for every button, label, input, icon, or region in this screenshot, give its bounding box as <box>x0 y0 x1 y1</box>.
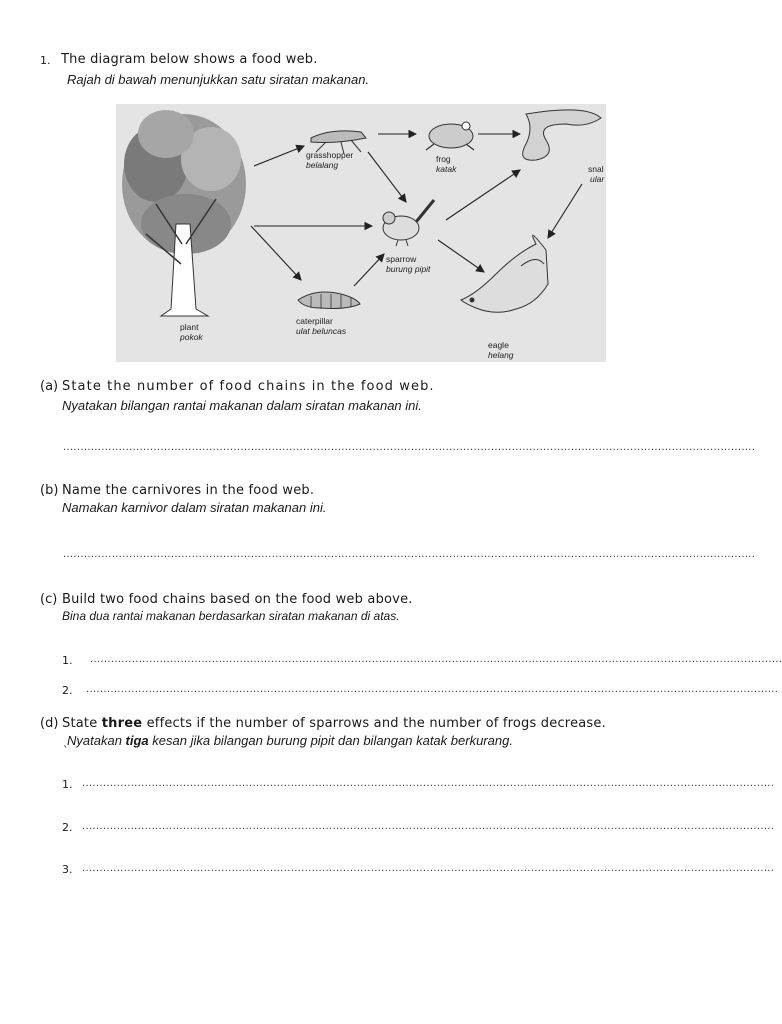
part-d-answer-1-line[interactable]: ....................................................................................................................................................................................................... <box>82 778 775 789</box>
frog-label: frog <box>436 154 451 164</box>
part-b-label: (b) <box>40 483 59 498</box>
part-c-label: (c) <box>40 592 58 607</box>
part-b-answer-line[interactable]: ....................................................................................................................................................................................................... <box>63 549 756 560</box>
eagle-label-ms: helang <box>488 350 514 360</box>
part-d-ms-post: kesan jika bilangan burung pipit dan bilangan katak berkurang. <box>148 733 513 748</box>
sparrow-illustration <box>383 200 434 246</box>
part-b-question-ms: Namakan karnivor dalam siratan makanan ini. <box>62 500 327 515</box>
sparrow-label-ms: burung pipit <box>386 264 431 274</box>
stray-mark: ` <box>63 744 69 757</box>
caterpillar-illustration <box>298 292 360 309</box>
part-a-question-en: State the number of food chains in the food web. <box>62 379 435 394</box>
part-d-label: (d) <box>40 716 59 731</box>
question-intro-ms: Rajah di bawah menunjukkan satu siratan makanan. <box>67 72 370 87</box>
part-d-en-bold: three <box>101 716 143 731</box>
part-d-answer-2-line[interactable]: ....................................................................................................................................................................................................... <box>82 821 775 832</box>
part-c-answer-2-number: 2. <box>62 684 73 697</box>
snake-label-ms: ular <box>590 174 605 184</box>
part-c-answer-1-number: 1. <box>62 654 73 667</box>
part-d-answer-3-number: 3. <box>62 863 73 876</box>
frog-illustration <box>426 122 474 150</box>
caterpillar-label-ms: ulat beluncas <box>296 326 347 336</box>
frog-label-ms: katak <box>436 164 457 174</box>
part-d-en-pre: State <box>62 716 102 731</box>
part-d-answer-1-number: 1. <box>62 778 73 791</box>
part-c-answer-2-line[interactable]: ....................................................................................................................................................................................................... <box>86 684 779 695</box>
part-b-question-en: Name the carnivores in the food web. <box>62 483 315 498</box>
part-d-en-post: effects if the number of sparrows and the number of frogs decrease. <box>142 716 606 731</box>
part-a-question-ms: Nyatakan bilangan rantai makanan dalam siratan makanan ini. <box>62 398 422 413</box>
part-a-label: (a) <box>40 379 59 394</box>
part-c-question-ms: Bina dua rantai makanan berdasarkan siratan makanan di atas. <box>62 609 400 623</box>
grasshopper-label: grasshopper <box>306 150 354 160</box>
plant-label: plant <box>180 322 199 332</box>
snake-label: snal <box>588 164 604 174</box>
eagle-illustration <box>461 235 548 312</box>
part-d-question-ms <box>67 733 513 748</box>
question-number: 1. <box>40 54 51 67</box>
part-c-answer-1-line[interactable]: ....................................................................................................................................................................................................... <box>90 654 782 665</box>
grasshopper-label-ms: belalang <box>306 160 339 170</box>
food-web-diagram <box>116 104 606 362</box>
question-intro-en: The diagram below shows a food web. <box>61 52 318 67</box>
sparrow-label: sparrow <box>386 254 417 264</box>
part-c-question-en: Build two food chains based on the food web above. <box>62 592 413 607</box>
part-d-ms-bold: tiga <box>125 733 149 748</box>
plant-illustration <box>122 110 246 316</box>
part-d-question-en <box>62 716 606 731</box>
plant-label-ms: pokok <box>180 332 203 342</box>
part-d-ms-pre: Nyatakan <box>67 733 126 748</box>
caterpillar-label: caterpillar <box>296 316 333 326</box>
snake-illustration <box>523 110 601 160</box>
eagle-label: eagle <box>488 340 509 350</box>
part-d-answer-3-line[interactable]: ....................................................................................................................................................................................................... <box>82 863 775 874</box>
part-a-answer-line[interactable]: ....................................................................................................................................................................................................... <box>63 442 756 453</box>
part-d-answer-2-number: 2. <box>62 821 73 834</box>
